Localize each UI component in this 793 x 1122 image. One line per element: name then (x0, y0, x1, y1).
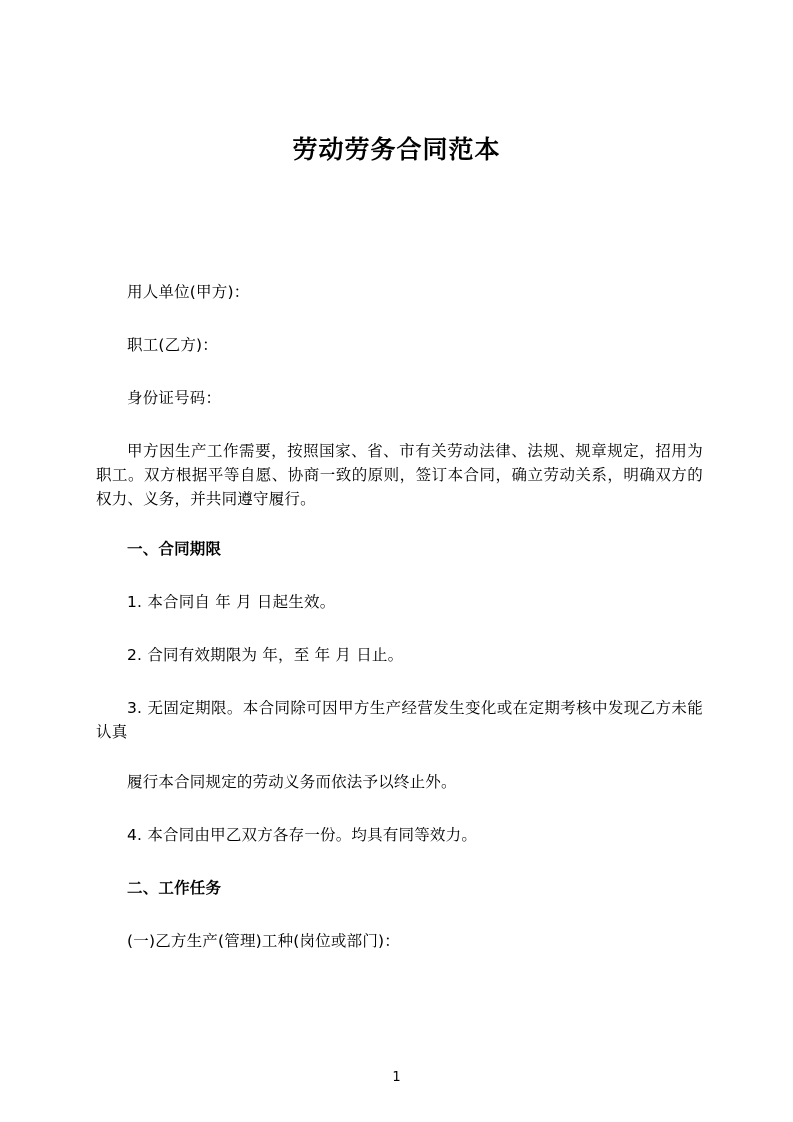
page-number: 1 (392, 1070, 401, 1085)
document-body (96, 280, 703, 982)
paragraph-preamble: 甲方因生产工作需要，按照国家、省、市有关劳动法律、法规、规章规定，招用为职工。双方根据平等自愿、协商一致的原则，签订本合同，确立劳动关系，明确双方的权力、义务，并共同遵守履行。 (96, 442, 703, 509)
paragraph-clause-1-3-continued: 履行本合同规定的劳动义务而依法予以终止外。 (127, 773, 457, 792)
paragraph-clause-1-4: 4. 本合同由甲乙双方各存一份。均具有同等效力。 (127, 826, 478, 845)
paragraph-clause-1-2: 2. 合同有效期限为 年，至 年 月 日止。 (127, 646, 404, 665)
paragraph-id-number: 身份证号码： (127, 389, 222, 408)
paragraph-clause-1-1: 1. 本合同自 年 月 日起生效。 (127, 593, 336, 612)
paragraph-clause-1-3: 3. 无固定期限。本合同除可因甲方生产经营发生变化或在定期考核中发现乙方未能认真 (96, 699, 703, 742)
paragraph-clause-2-1: (一)乙方生产(管理)工种(岗位或部门)： (127, 932, 400, 951)
paragraph-employer: 用人单位(甲方)： (127, 283, 250, 301)
paragraph-employee: 职工(乙方)： (127, 336, 218, 355)
page-title: 劳动劳务合同范本 (292, 135, 501, 164)
heading-section-1: 一、合同期限 (127, 540, 222, 559)
heading-section-2: 二、工作任务 (127, 879, 222, 898)
